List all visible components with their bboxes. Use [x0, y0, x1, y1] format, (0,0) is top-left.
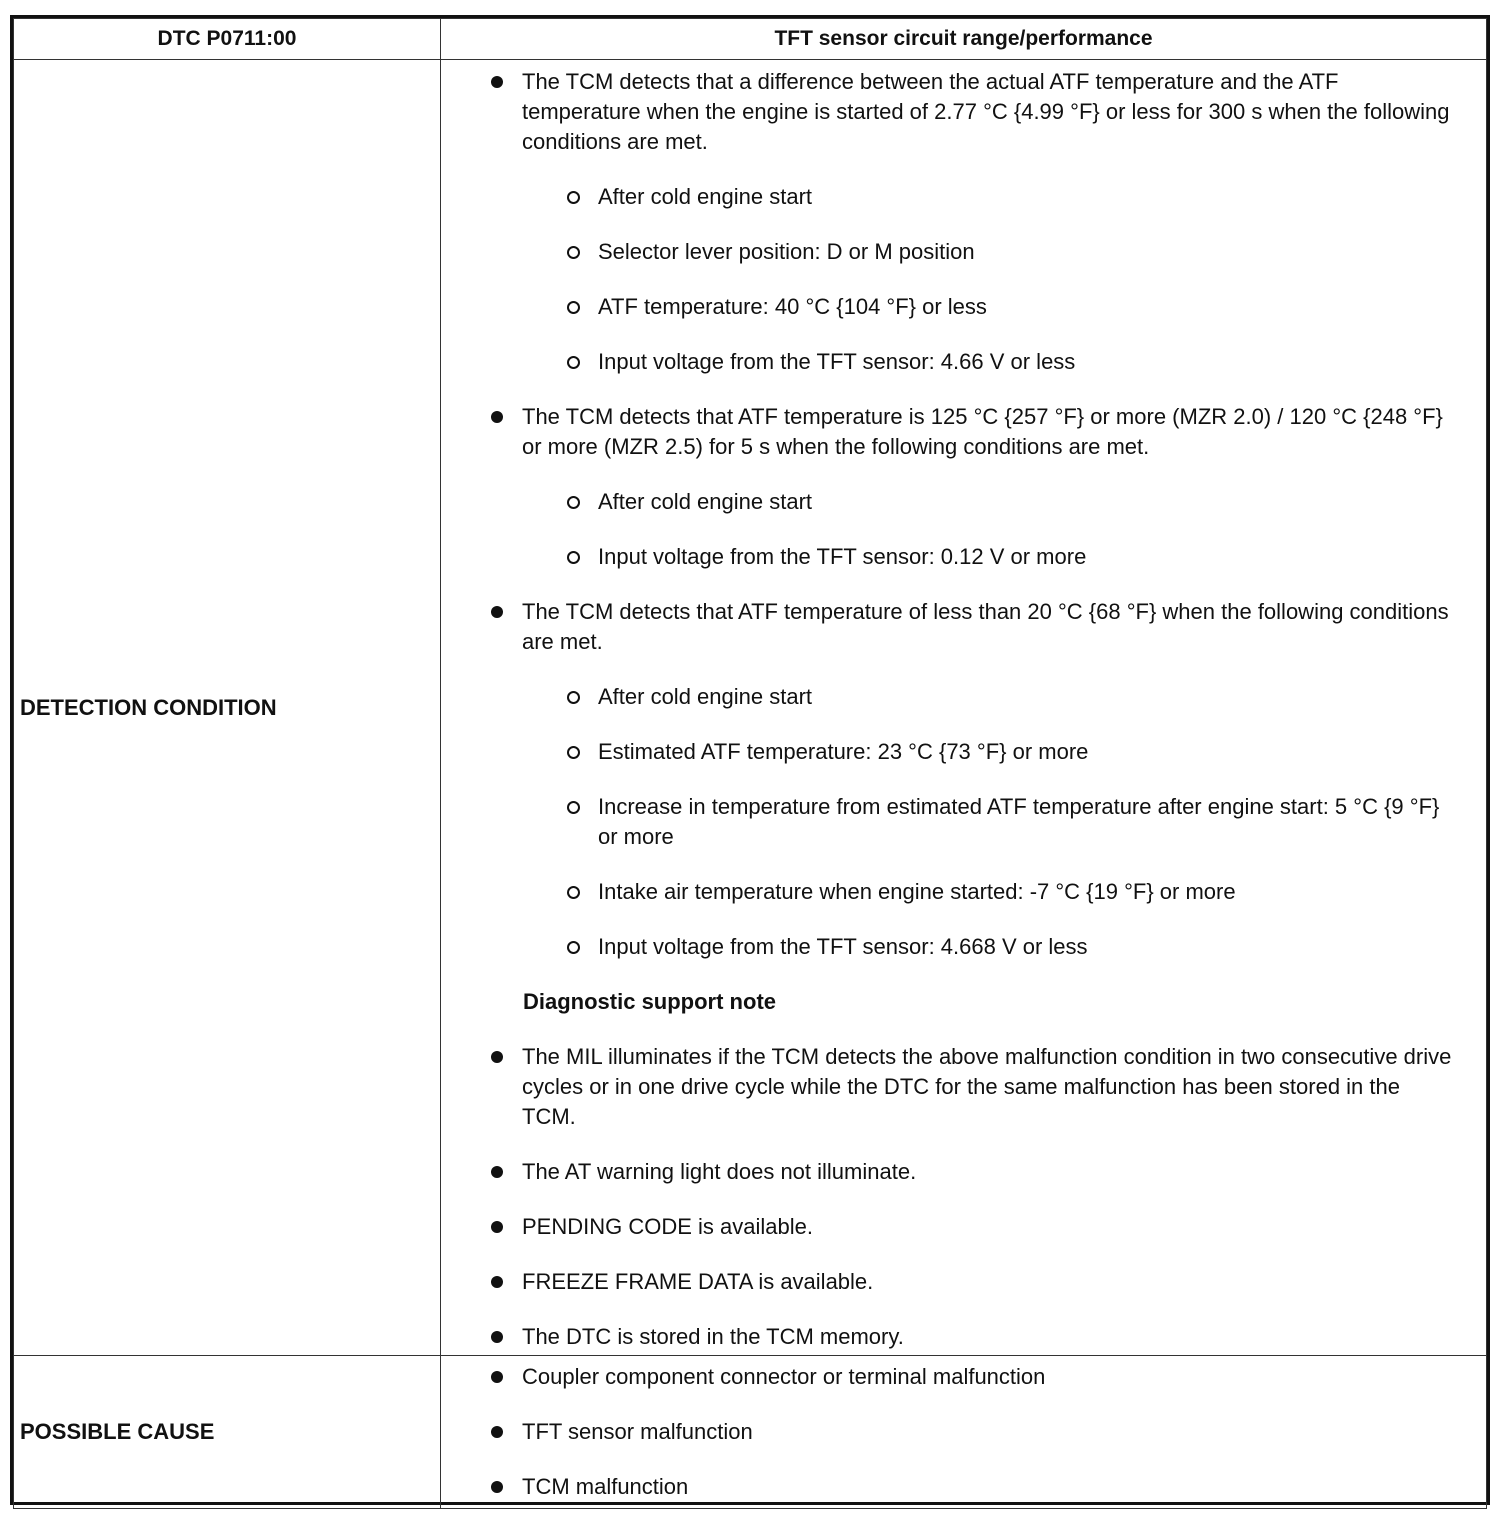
- bullet-ring-icon: [567, 301, 580, 314]
- condition-subitem: [441, 932, 1456, 962]
- bullet-dot-icon: [491, 1371, 503, 1383]
- condition-item: [441, 402, 1456, 462]
- bullet-dot-icon: [491, 1331, 503, 1343]
- condition-subitem: [441, 347, 1456, 377]
- note-text: The MIL illuminates if the TCM detects the above malfunction condition in two consecutive drive cycles or in one drive cycle while the DTC for the same malfunction has been stored in the TCM.: [522, 1044, 1452, 1129]
- bullet-ring-icon: [567, 496, 580, 509]
- subitem-text: Input voltage from the TFT sensor: 4.66 V or less: [598, 349, 1076, 374]
- note-text: FREEZE FRAME DATA is available.: [522, 1269, 874, 1294]
- subitem-text: Input voltage from the TFT sensor: 0.12 V or more: [598, 544, 1087, 569]
- bullet-dot-icon: [491, 1166, 503, 1178]
- note-item: [441, 1322, 1456, 1352]
- condition-subitem: [441, 237, 1456, 267]
- bullet-dot-icon: [491, 1481, 503, 1493]
- note-text: The AT warning light does not illuminate.: [522, 1159, 917, 1184]
- header-row: [14, 19, 1487, 60]
- condition-text: The TCM detects that a difference between the actual ATF temperature and the ATF temperature when the engine is started of 2.77 °C {4.99 °F} or less for 300 s when the following conditions are met.: [522, 69, 1450, 154]
- cause-item: [441, 1362, 1456, 1392]
- condition-text: The TCM detects that ATF temperature is 125 °C {257 °F} or more (MZR 2.0) / 120 °C {248 °F} or more (MZR 2.5) for 5 s when the following conditions are met.: [522, 404, 1443, 459]
- cause-item: [441, 1417, 1456, 1447]
- condition-subitem: [441, 737, 1456, 767]
- cause-text: Coupler component connector or terminal malfunction: [522, 1364, 1046, 1389]
- dtc-title-header: TFT sensor circuit range/performance: [441, 19, 1487, 60]
- condition-text: The TCM detects that ATF temperature of less than 20 °C {68 °F} when the following conditions are met.: [522, 599, 1449, 654]
- cause-text: TFT sensor malfunction: [522, 1419, 753, 1444]
- condition-subitem: [441, 542, 1456, 572]
- condition-subitem: [441, 487, 1456, 517]
- possible-cause-label: POSSIBLE CAUSE: [14, 1356, 441, 1509]
- note-item: [441, 1212, 1456, 1242]
- condition-subitem: [441, 292, 1456, 322]
- bullet-ring-icon: [567, 746, 580, 759]
- diagnostic-note-heading: Diagnostic support note: [523, 989, 776, 1014]
- cause-text: TCM malfunction: [522, 1474, 689, 1499]
- bullet-ring-icon: [567, 886, 580, 899]
- dtc-table: [13, 18, 1487, 1509]
- bullet-dot-icon: [491, 1426, 503, 1438]
- bullet-ring-icon: [567, 246, 580, 259]
- bullet-dot-icon: [491, 76, 503, 88]
- dtc-table-frame: [10, 15, 1490, 1505]
- bullet-dot-icon: [491, 606, 503, 618]
- note-item: [441, 1157, 1456, 1187]
- condition-subitem: [441, 792, 1456, 852]
- condition-subitem: [441, 182, 1456, 212]
- subitem-text: After cold engine start: [598, 684, 813, 709]
- bullet-dot-icon: [491, 411, 503, 423]
- subitem-text: Selector lever position: D or M position: [598, 239, 975, 264]
- note-text: The DTC is stored in the TCM memory.: [522, 1324, 904, 1349]
- bullet-ring-icon: [567, 356, 580, 369]
- subitem-text: After cold engine start: [598, 489, 813, 514]
- detection-condition-row: [14, 60, 1487, 1356]
- cause-item: [441, 1472, 1456, 1502]
- detection-condition-label: DETECTION CONDITION: [14, 60, 441, 1356]
- subitem-text: ATF temperature: 40 °C {104 °F} or less: [598, 294, 987, 319]
- possible-cause-content: [441, 1356, 1487, 1509]
- bullet-dot-icon: [491, 1051, 503, 1063]
- subitem-text: After cold engine start: [598, 184, 813, 209]
- bullet-ring-icon: [567, 551, 580, 564]
- possible-cause-row: [14, 1356, 1487, 1509]
- note-text: PENDING CODE is available.: [522, 1214, 813, 1239]
- subitem-text: Input voltage from the TFT sensor: 4.668 V or less: [598, 934, 1088, 959]
- condition-item: [441, 67, 1456, 157]
- condition-item: [441, 597, 1456, 657]
- bullet-ring-icon: [567, 691, 580, 704]
- bullet-dot-icon: [491, 1276, 503, 1288]
- bullet-ring-icon: [567, 801, 580, 814]
- bullet-dot-icon: [491, 1221, 503, 1233]
- condition-subitem: [441, 877, 1456, 907]
- bullet-ring-icon: [567, 191, 580, 204]
- subitem-text: Intake air temperature when engine started: -7 °C {19 °F} or more: [598, 879, 1236, 904]
- detection-condition-content: [441, 60, 1487, 1356]
- note-item: [441, 1267, 1456, 1297]
- subitem-text: Estimated ATF temperature: 23 °C {73 °F} or more: [598, 739, 1089, 764]
- note-item: [441, 1042, 1456, 1132]
- condition-subitem: [441, 682, 1456, 712]
- dtc-code-header: DTC P0711:00: [14, 19, 441, 60]
- bullet-ring-icon: [567, 941, 580, 954]
- subitem-text: Increase in temperature from estimated ATF temperature after engine start: 5 °C {9 °F} or more: [598, 794, 1440, 849]
